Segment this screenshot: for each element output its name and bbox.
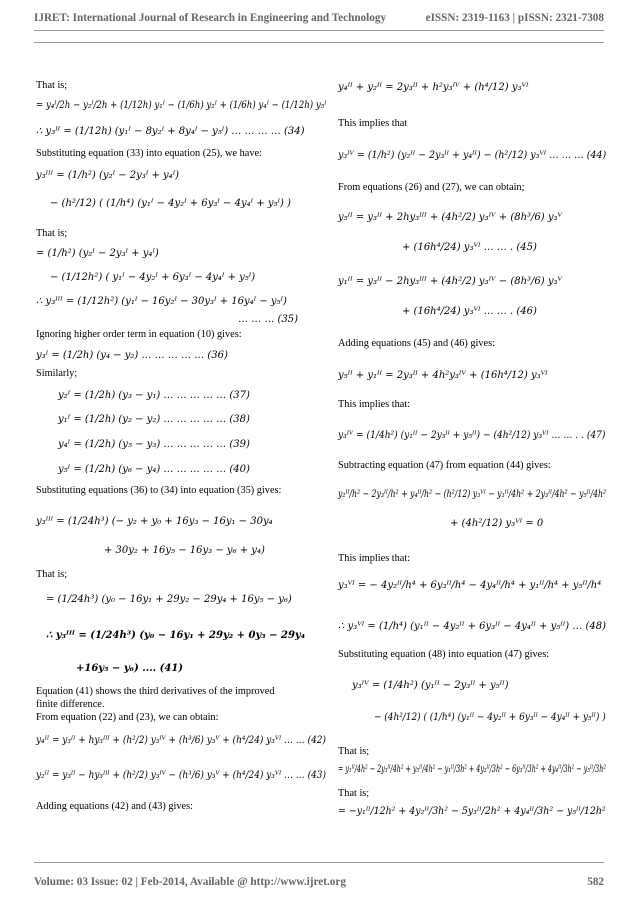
equation-40: y₅ᴵ = (1/2h) (y₆ − y₄) … … … … … (40) <box>58 464 250 475</box>
equation-42: y₄ᴵᴵ = y₃ᴵᴵ + hy₃ᴵᴵᴵ + (h²/2) y₃ᴵⱽ + (h³/6) y₃ⱽ + (h⁴/24) y₃ⱽᴵ … … (42) <box>36 735 326 746</box>
equation-44: y₃ᴵⱽ = (1/h²) (y₂ᴵᴵ − 2y₃ᴵᴵ + y₄ᴵᴵ) − (h²/12) y₃ⱽᴵ … … … (44) <box>338 150 607 161</box>
text-line: Substituting equation (48) into equation (47) gives: <box>338 649 550 660</box>
equation-35-number: … … … (35) <box>238 314 299 325</box>
equation-line: y₃ⱽᴵ = − 4y₂ᴵᴵ/h⁴ + 6y₃ᴵᴵ/h⁴ − 4y₄ᴵᴵ/h⁴ + y₁ᴵᴵ/h⁴ + y₅ᴵᴵ/h⁴ <box>338 580 602 591</box>
equation-line: = (1/24h³) (y₀ − 16y₁ + 29y₂ − 29y₄ + 16y₅ − y₆) <box>46 594 292 605</box>
equation-line: y₅ᴵᴵ + y₁ᴵᴵ = 2y₃ᴵᴵ + 4h²y₃ᴵⱽ + (16h⁴/12) y₃ⱽᴵ <box>338 370 548 381</box>
equation-47: y₃ᴵⱽ = (1/4h²) (y₁ᴵᴵ − 2y₃ᴵᴵ + y₅ᴵᴵ) − (4h²/12) y₃ⱽᴵ … … . . (47) <box>338 430 606 441</box>
equation-43: y₂ᴵᴵ = y₃ᴵᴵ − hy₃ᴵᴵᴵ + (h²/2) y₃ᴵⱽ − (h³/6) y₃ⱽ + (h⁴/24) y₃ⱽᴵ … … (43) <box>36 770 326 781</box>
text-line: This implies that: <box>338 553 411 564</box>
text-line: This implies that <box>338 118 408 129</box>
text-line: Similarly; <box>36 368 78 379</box>
text-line: That is; <box>36 228 68 239</box>
equation-line: = −y₁ᴵᴵ/12h² + 4y₂ᴵᴵ/3h² − 5y₃ᴵᴵ/2h² + 4y₄ᴵᴵ/3h² − y₅ᴵᴵ/12h² <box>338 806 606 817</box>
equation-39: y₄ᴵ = (1/2h) (y₅ − y₃) … … … … … (39) <box>58 439 250 450</box>
equation-line: − (1/12h²) ( y₁ᴵ − 4y₂ᴵ + 6y₃ᴵ − 4y₄ᴵ + y₅ᴵ) <box>50 272 256 283</box>
text-line: Adding equations (45) and (46) gives: <box>338 338 495 349</box>
text-line: That is; <box>338 788 370 799</box>
text-line: finite difference. <box>36 699 105 710</box>
text-line: Adding equations (42) and (43) gives: <box>36 801 193 812</box>
text-line: That is; <box>36 569 68 580</box>
volume-info: Volume: 03 Issue: 02 | Feb-2014, Available @ http://www.ijret.org <box>34 876 346 888</box>
text-line: That is; <box>36 80 68 91</box>
footer-rule <box>34 862 604 863</box>
equation-line: = y₁ᴵᴵ/4h² − 2y₃ᴵᴵ/4h² + y₅ᴵᴵ/4h² − y₁ᴵᴵ/3h² + 4y₂ᴵᴵ/3h² − 6y₃ᴵᴵ/3h² + 4y₄ᴵᴵ/3h² − y₅ᴵᴵ/3h² <box>338 764 606 775</box>
equation-line: − (h²/12) ( (1/h⁴) (y₁ᴵ − 4y₂ᴵ + 6y₃ᴵ − 4y₄ᴵ + y₅ᴵ) ) <box>50 198 291 209</box>
equation-41-cont: +16y₅ − y₆) .... (41) <box>76 663 184 674</box>
equation-38: y₁ᴵ = (1/2h) (y₂ − y₂) … … … … … (38) <box>58 414 250 425</box>
text-line: Equation (41) shows the third derivatives of the improved <box>36 686 275 697</box>
text-line: Substituting equation (33) into equation (25), we have: <box>36 148 262 159</box>
text-line: This implies that: <box>338 399 411 410</box>
text-line: Substituting equations (36) to (34) into equation (35) gives: <box>36 485 282 496</box>
equation-46: + (16h⁴/24) y₃ⱽᴵ … … . (46) <box>402 306 537 317</box>
equation-line: y₅ᴵᴵ = y₃ᴵᴵ + 2hy₃ᴵᴵᴵ + (4h²/2) y₃ᴵⱽ + (8h³/6) y₃ⱽ <box>338 212 563 223</box>
text-line: Ignoring higher order term in equation (10) gives: <box>36 329 242 340</box>
equation-line: y₃ᴵᴵᴵ = (1/h²) (y₂ᴵ − 2y₃ᴵ + y₄ᴵ) <box>36 170 180 181</box>
equation-line: y₃ᴵᴵᴵ = (1/24h³) (− y₂ + y₀ + 16y₃ − 16y₁ − 30y₄ <box>36 516 273 527</box>
header-rule-secondary <box>34 42 604 43</box>
equation-41: ∴ y₃ᴵᴵᴵ = (1/24h³) (y₀ − 16y₁ + 29y₂ + 0y₃ − 29y₄ <box>46 630 306 641</box>
equation-line: + (4h²/12) y₃ⱽᴵ = 0 <box>450 518 544 529</box>
text-line: Subtracting equation (47) from equation (44) gives: <box>338 460 551 471</box>
issn-numbers: eISSN: 2319-1163 | pISSN: 2321-7308 <box>425 12 604 24</box>
running-header <box>34 12 604 24</box>
text-line: From equation (22) and (23), we can obtain: <box>36 712 219 723</box>
equation-line: y₁ᴵᴵ = y₃ᴵᴵ − 2hy₃ᴵᴵᴵ + (4h²/2) y₃ᴵⱽ − (8h³/6) y₃ⱽ <box>338 276 563 287</box>
equation-line: ∴ y₃ᴵᴵᴵ = (1/12h²) (y₁ᴵ − 16y₂ᴵ − 30y₃ᴵ + 16y₄ᴵ − y₅ᴵ) <box>36 296 287 307</box>
running-footer <box>34 876 604 888</box>
equation-36: y₃ᴵ = (1/2h) (y₄ − y₂) … … … … … (36) <box>36 350 228 361</box>
equation-34: ∴ y₃ᴵᴵ = (1/12h) (y₁ᴵ − 8y₂ᴵ + 8y₄ᴵ − y₅ᴵ) … … … … (34) <box>36 126 305 137</box>
equation-45: + (16h⁴/24) y₃ⱽᴵ … … . (45) <box>402 242 537 253</box>
equation-line: = y₄ᴵ/2h − y₂ᴵ/2h + (1/12h) y₁ᴵ − (1/6h) y₂ᴵ + (1/6h) y₄ᴵ − (1/12h) y₅ᴵ <box>36 100 327 111</box>
header-rule <box>34 30 604 31</box>
equation-line: = (1/h²) (y₂ᴵ − 2y₃ᴵ + y₄ᴵ) <box>36 248 159 259</box>
equation-line: y₂ᴵᴵ/h² − 2y₃ᴵᴵ/h² + y₄ᴵᴵ/h² − (h²/12) y₃ⱽᴵ − y₁ᴵᴵ/4h² + 2y₃ᴵᴵ/4h² − y₅ᴵᴵ/4h² <box>338 489 607 500</box>
equation-line: + 30y₂ + 16y₅ − 16y₃ − y₆ + y₄) <box>104 545 265 556</box>
journal-title: IJRET: International Journal of Research in Engineering and Technology <box>34 12 387 24</box>
equation-37: y₂ᴵ = (1/2h) (y₃ − y₁) … … … … … (37) <box>58 390 250 401</box>
text-line: From equations (26) and (27), we can obtain; <box>338 182 525 193</box>
text-line: That is; <box>338 746 370 757</box>
equation-line: y₃ᴵⱽ = (1/4h²) (y₁ᴵᴵ − 2y₃ᴵᴵ + y₅ᴵᴵ) <box>352 680 509 691</box>
equation-line: y₄ᴵᴵ + y₂ᴵᴵ = 2y₃ᴵᴵ + h²y₃ᴵⱽ + (h⁴/12) y₃ⱽᴵ <box>338 82 529 93</box>
equation-line: − (4h²/12) ( (1/h⁴) (y₁ᴵᴵ − 4y₂ᴵᴵ + 6y₃ᴵᴵ − 4y₄ᴵᴵ + y₅ᴵᴵ) ) <box>374 712 606 723</box>
equation-48: ∴ y₃ⱽᴵ = (1/h⁴) (y₁ᴵᴵ − 4y₂ᴵᴵ + 6y₃ᴵᴵ − 4y₄ᴵᴵ + y₅ᴵᴵ) … (48) <box>338 621 606 632</box>
page-number: 582 <box>587 876 604 888</box>
